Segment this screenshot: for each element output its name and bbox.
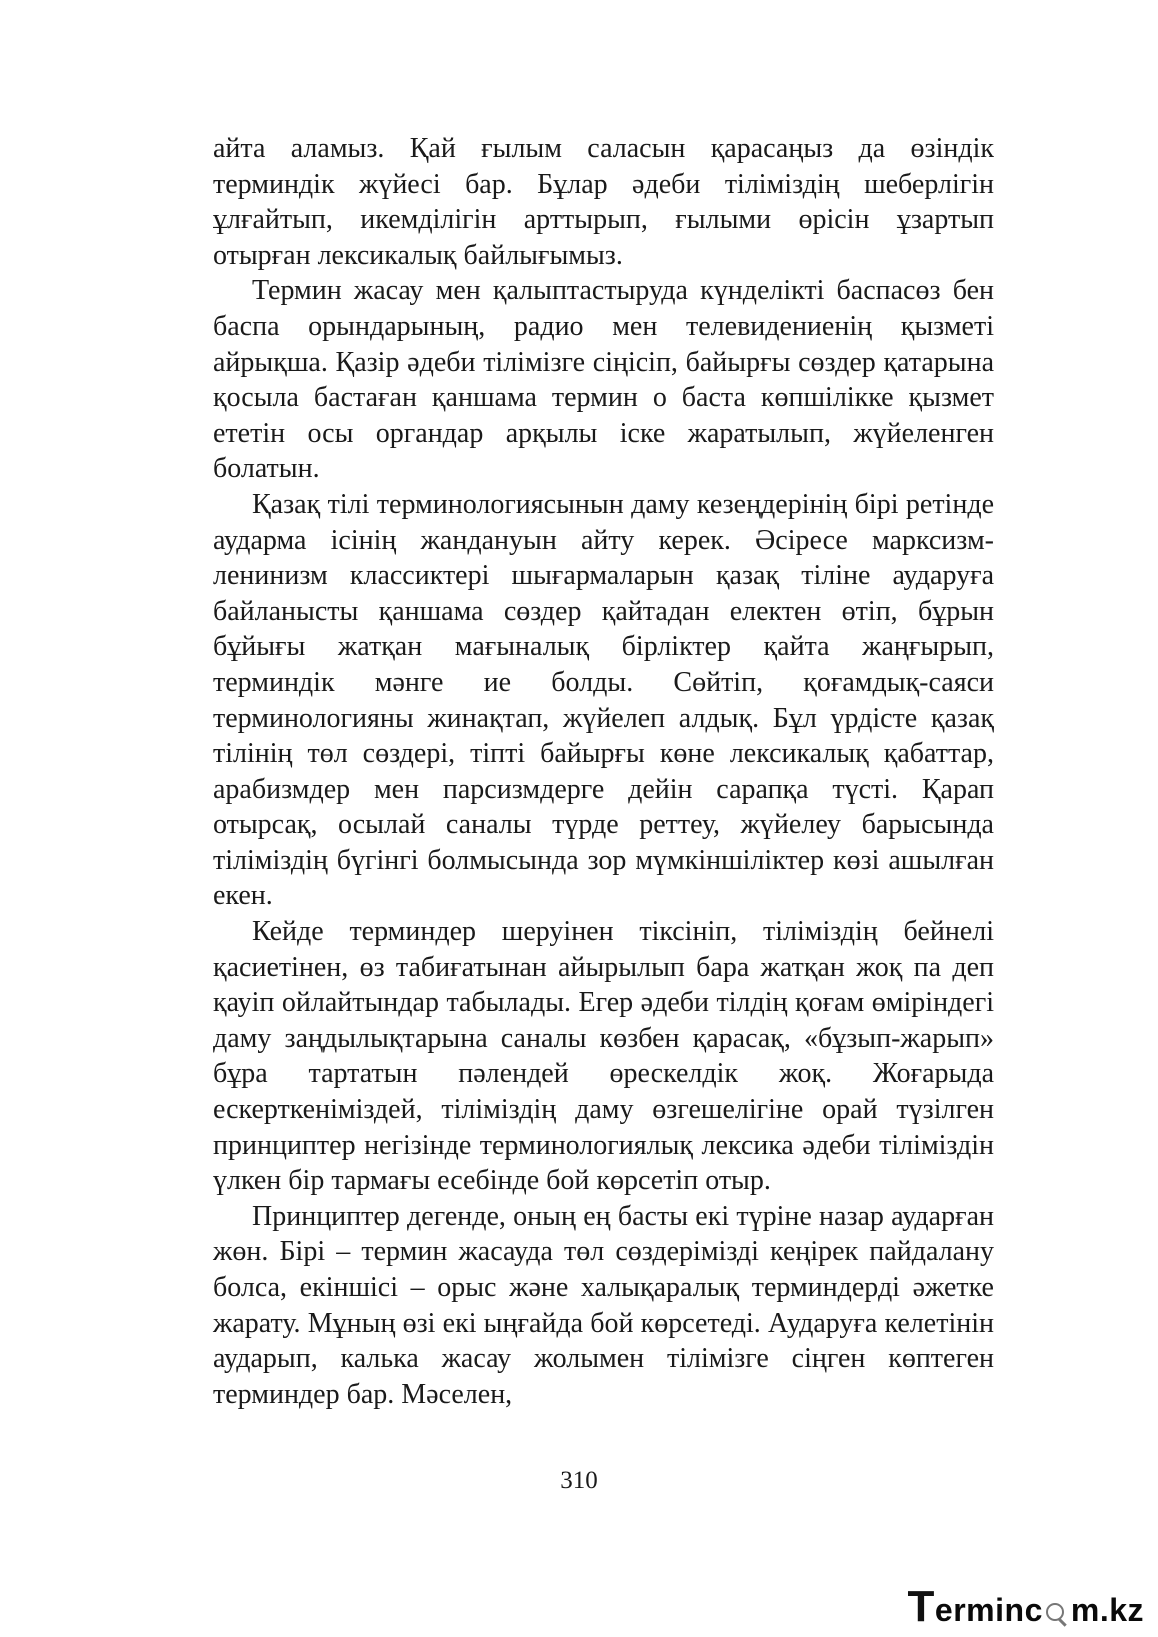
paragraph-4: Кейде терминдер шеруінен тіксініп, тіліміздің бейнелі қасиетінен, өз табиғатынан айырылып бара жатқан жоқ па деп қауіп ойлайтындар табылады. Егер әдеби тілдің қоғам өміріндегі даму заңдылықтарына саналы көзбен қарасақ, «бұзып-жарып» бұра тартатын пәлендей өрескелдік жоқ. Жоғарыда ескерткеніміздей, тіліміздің даму өзгешелігіне орай түзілген принциптер негізінде терминологиялық лексика әдеби тіліміздін үлкен бір тармағы есебінде бой көрсетіп отыр. bbox=[213, 916, 994, 1197]
page-number: 310 bbox=[560, 1467, 598, 1494]
paragraph-1: айта аламыз. Қай ғылым саласын қарасаңыз да өзіндік терминдік жүйесі бар. Бұлар әдеби тіліміздің шеберлігін ұлғайтып, икемділігін арттырып, ғылыми өрісін ұзартып отырған лексикалық байлығымыз. bbox=[213, 133, 994, 271]
paragraph-3: Қазақ тілі терминологиясынын даму кезеңдерінің бірі ретінде аударма ісінің жандануын айту керек. Әсіресе марксизм-ленинизм классиктері шығармаларын қазақ тіліне аударуға байланысты қаншама сөздер қайтадан електен өтіп, бұрын бұйығы жатқан мағыналық бірліктер қайта жаңғырып, терминдік мәнге ие болды. Сөйтіп, қоғамдық-саяси терминологияны жинақтап, жүйелеп алдық. Бұл үрдісте қазақ тілінің төл сөздері, тіпті байырғы көне лексикалық қабаттар, арабизмдер мен парсизмдерге дейін сарапқа түсті. Қарап отырсақ, осылай саналы түрде реттеу, жүйелеу барысында тіліміздің бүгінгі болмысында зор мүмкіншіліктер көзі ашылған екен. bbox=[213, 488, 994, 912]
paragraph-2: Термин жасау мен қалыптастыруда күнделікті баспасөз бен баспа орындарының, радио мен телевидениенің қызметі айрықша. Қазір әдеби тілімізге сіңісіп, байырғы сөздер қатарына қосыла бастаған қаншама термин о баста көпшілікке қызмет ететін осы органдар арқылы іске жаратылып, жүйеленген болатын. bbox=[213, 275, 994, 485]
magnifier-icon bbox=[1044, 1597, 1070, 1627]
watermark-text-suffix: m.kz bbox=[1070, 1592, 1144, 1628]
watermark-text-middle: erminc bbox=[934, 1592, 1043, 1628]
body-text bbox=[213, 131, 994, 1412]
watermark-logo-letter: T bbox=[907, 1582, 935, 1631]
paragraph-5: Принциптер дегенде, оның ең басты екі түріне назар аударған жөн. Бірі – термин жасауда төл сөздерімізді кеңірек пайдалану болса, екіншісі – орыс және халықаралық терминдерді әжетке жарату. Мұның өзі екі ыңғайда бой көрсетеді. Аударуға келетінін аударып, калька жасау жолымен тілімізге сіңген көптеген терминдер бар. Мәселен, bbox=[213, 1200, 994, 1410]
termincom-watermark bbox=[907, 1582, 1144, 1631]
